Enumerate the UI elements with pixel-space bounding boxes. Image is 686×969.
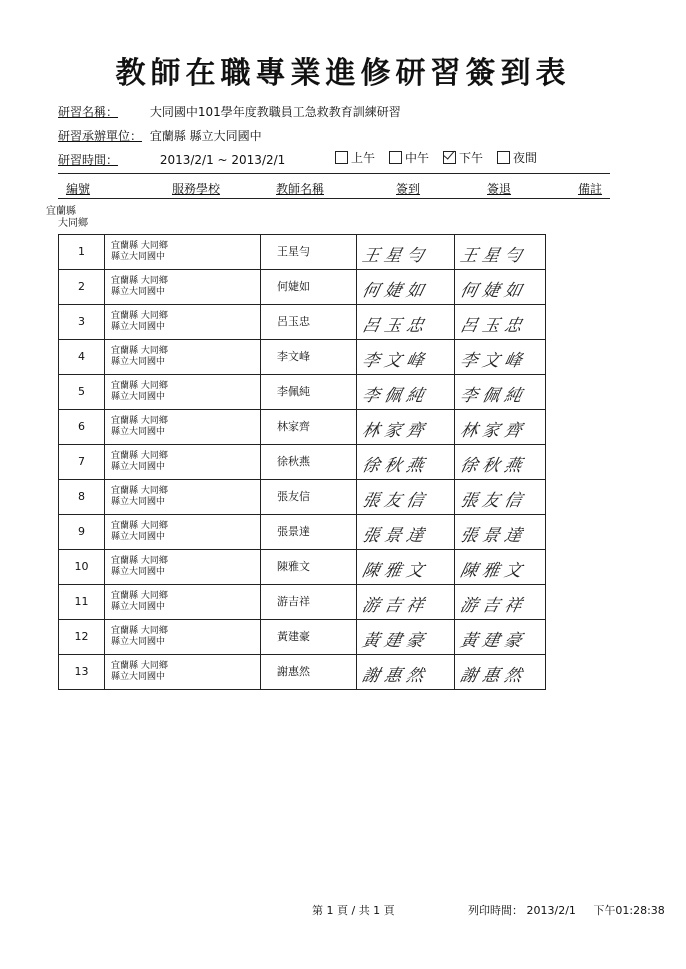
print-time-label: 列印時間： <box>468 904 523 917</box>
sign-out-cell <box>455 515 545 549</box>
group-township: 大同鄉 <box>58 218 88 229</box>
handwritten-signature: 張友信 <box>360 491 431 511</box>
handwritten-signature: 何婕如 <box>360 281 431 301</box>
sign-out-cell <box>455 375 545 409</box>
handwritten-signature: 呂玉忠 <box>360 316 431 336</box>
school-cell <box>105 445 261 479</box>
column-header-note: 備註 <box>578 182 603 196</box>
sign-out-cell <box>455 585 545 619</box>
school-cell <box>105 515 261 549</box>
handwritten-signature: 陳雅文 <box>360 561 431 581</box>
teacher-name: 何婕如 <box>261 270 357 304</box>
session-options <box>335 149 537 166</box>
option-label: 中午 <box>405 151 430 165</box>
school-name: 縣立大同國中 <box>111 567 166 577</box>
checkbox-icon[interactable] <box>335 151 348 164</box>
sign-out-cell <box>455 340 545 374</box>
school-county: 宜蘭縣 大同鄉 <box>111 521 168 531</box>
school-county: 宜蘭縣 大同鄉 <box>111 626 168 636</box>
sign-out-cell <box>455 445 545 479</box>
print-time <box>468 902 665 918</box>
school-county: 宜蘭縣 大同鄉 <box>111 346 168 356</box>
sign-in-cell <box>357 550 455 584</box>
table-row <box>59 515 545 550</box>
page-number: 第 1 頁 / 共 1 頁 <box>312 904 395 917</box>
divider <box>58 198 610 199</box>
option-label: 下午 <box>459 151 484 165</box>
school-cell <box>105 655 261 689</box>
column-header-number: 編號 <box>66 182 91 196</box>
table-row <box>59 410 545 445</box>
handwritten-signature: 張友信 <box>458 491 529 511</box>
school-name: 縣立大同國中 <box>111 287 166 297</box>
row-number: 6 <box>59 410 105 444</box>
table-row <box>59 375 545 410</box>
sign-in-cell <box>357 480 455 514</box>
school-cell <box>105 585 261 619</box>
handwritten-signature: 謝惠然 <box>458 666 529 686</box>
divider <box>58 173 610 174</box>
handwritten-signature: 游吉祥 <box>360 596 431 616</box>
row-number: 13 <box>59 655 105 689</box>
sign-out-cell <box>455 550 545 584</box>
column-header-school: 服務學校 <box>172 182 221 196</box>
row-number: 9 <box>59 515 105 549</box>
school-cell <box>105 620 261 654</box>
teacher-name: 李佩純 <box>261 375 357 409</box>
school-name: 縣立大同國中 <box>111 497 166 507</box>
column-header-sign-out: 簽退 <box>487 182 512 196</box>
school-name: 縣立大同國中 <box>111 532 166 542</box>
school-name: 縣立大同國中 <box>111 392 166 402</box>
checkbox-icon[interactable] <box>497 151 510 164</box>
school-name: 縣立大同國中 <box>111 322 166 332</box>
school-cell <box>105 550 261 584</box>
row-number: 10 <box>59 550 105 584</box>
checked-checkbox-icon[interactable] <box>443 151 456 164</box>
training-time-label: 研習時間： <box>58 153 119 167</box>
sign-in-cell <box>357 655 455 689</box>
option-afternoon[interactable] <box>443 149 483 166</box>
school-name: 縣立大同國中 <box>111 637 166 647</box>
teacher-name: 張友信 <box>261 480 357 514</box>
table-row <box>59 305 545 340</box>
sign-out-cell <box>455 620 545 654</box>
school-cell <box>105 340 261 374</box>
school-cell <box>105 270 261 304</box>
school-name: 縣立大同國中 <box>111 252 166 262</box>
handwritten-signature: 謝惠然 <box>360 666 431 686</box>
sign-in-cell <box>357 270 455 304</box>
handwritten-signature: 林家齊 <box>458 421 529 441</box>
sign-out-cell <box>455 410 545 444</box>
school-county: 宜蘭縣 大同鄉 <box>111 591 168 601</box>
group-county: 宜蘭縣 <box>46 206 76 217</box>
row-number: 4 <box>59 340 105 374</box>
handwritten-signature: 李文峰 <box>458 351 529 371</box>
teacher-name: 呂玉忠 <box>261 305 357 339</box>
handwritten-signature: 張景達 <box>458 526 529 546</box>
handwritten-signature: 張景達 <box>360 526 431 546</box>
table-row <box>59 550 545 585</box>
sign-in-cell <box>357 445 455 479</box>
option-evening[interactable] <box>497 149 537 166</box>
school-cell <box>105 375 261 409</box>
handwritten-signature: 李文峰 <box>360 351 431 371</box>
table-row <box>59 445 545 480</box>
handwritten-signature: 黃建豪 <box>458 631 529 651</box>
row-number: 11 <box>59 585 105 619</box>
print-date: 2013/2/1 <box>526 904 576 917</box>
school-cell <box>105 480 261 514</box>
handwritten-signature: 陳雅文 <box>458 561 529 581</box>
teacher-name: 李文峰 <box>261 340 357 374</box>
table-row <box>59 235 545 270</box>
table-row <box>59 655 545 689</box>
sign-out-cell <box>455 480 545 514</box>
school-county: 宜蘭縣 大同鄉 <box>111 416 168 426</box>
school-name: 縣立大同國中 <box>111 462 166 472</box>
table-row <box>59 340 545 375</box>
row-number: 7 <box>59 445 105 479</box>
column-header-teacher: 教師名稱 <box>276 182 325 196</box>
training-time-value: 2013/2/1 ~ 2013/2/1 <box>159 153 286 167</box>
handwritten-signature: 王星勻 <box>360 246 431 266</box>
handwritten-signature: 林家齊 <box>360 421 431 441</box>
sign-out-cell <box>455 270 545 304</box>
handwritten-signature: 王星勻 <box>458 246 529 266</box>
row-number: 3 <box>59 305 105 339</box>
school-name: 縣立大同國中 <box>111 357 166 367</box>
teacher-name: 王星勻 <box>261 235 357 269</box>
table-row <box>59 480 545 515</box>
school-cell <box>105 305 261 339</box>
handwritten-signature: 徐秋燕 <box>360 456 431 476</box>
checkbox-icon[interactable] <box>389 151 402 164</box>
row-number: 2 <box>59 270 105 304</box>
organizer-line <box>58 127 262 144</box>
organizer-label: 研習承辦單位： <box>58 129 143 143</box>
teacher-name: 林家齊 <box>261 410 357 444</box>
sign-in-cell <box>357 375 455 409</box>
training-name-label: 研習名稱： <box>58 105 119 119</box>
option-label: 夜間 <box>513 151 538 165</box>
school-name: 縣立大同國中 <box>111 427 166 437</box>
sign-in-cell <box>357 305 455 339</box>
print-clock: 下午01:28:38 <box>593 904 665 917</box>
school-cell <box>105 410 261 444</box>
sign-in-cell <box>357 235 455 269</box>
table-row <box>59 270 545 305</box>
teacher-name: 黃建豪 <box>261 620 357 654</box>
school-county: 宜蘭縣 大同鄉 <box>111 241 168 251</box>
column-header-sign-in: 簽到 <box>396 182 421 196</box>
training-name-value: 大同國中101學年度教職員工急救教育訓練研習 <box>149 105 401 119</box>
row-number: 5 <box>59 375 105 409</box>
handwritten-signature: 呂玉忠 <box>458 316 529 336</box>
handwritten-signature: 李佩純 <box>458 386 529 406</box>
training-time-line <box>58 151 285 168</box>
handwritten-signature: 徐秋燕 <box>458 456 529 476</box>
school-name: 縣立大同國中 <box>111 602 166 612</box>
school-county: 宜蘭縣 大同鄉 <box>111 311 168 321</box>
school-county: 宜蘭縣 大同鄉 <box>111 486 168 496</box>
sign-in-cell <box>357 515 455 549</box>
training-name-line <box>58 103 401 120</box>
organizer-value: 宜蘭縣 縣立大同國中 <box>149 129 262 143</box>
teacher-name: 謝惠然 <box>261 655 357 689</box>
sign-out-cell <box>455 305 545 339</box>
table-row <box>59 585 545 620</box>
handwritten-signature: 黃建豪 <box>360 631 431 651</box>
school-cell <box>105 235 261 269</box>
handwritten-signature: 何婕如 <box>458 281 529 301</box>
handwritten-signature: 游吉祥 <box>458 596 529 616</box>
row-number: 12 <box>59 620 105 654</box>
table-row <box>59 620 545 655</box>
sign-in-cell <box>357 620 455 654</box>
school-county: 宜蘭縣 大同鄉 <box>111 451 168 461</box>
sign-out-cell <box>455 655 545 689</box>
sign-in-cell <box>357 340 455 374</box>
school-county: 宜蘭縣 大同鄉 <box>111 381 168 391</box>
sign-out-cell <box>455 235 545 269</box>
school-county: 宜蘭縣 大同鄉 <box>111 556 168 566</box>
teacher-name: 張景達 <box>261 515 357 549</box>
option-noon[interactable] <box>389 149 429 166</box>
sign-in-cell <box>357 410 455 444</box>
school-county: 宜蘭縣 大同鄉 <box>111 661 168 671</box>
school-name: 縣立大同國中 <box>111 672 166 682</box>
school-county: 宜蘭縣 大同鄉 <box>111 276 168 286</box>
sign-in-cell <box>357 585 455 619</box>
teacher-name: 游吉祥 <box>261 585 357 619</box>
handwritten-signature: 李佩純 <box>360 386 431 406</box>
option-morning[interactable] <box>335 149 375 166</box>
row-number: 8 <box>59 480 105 514</box>
option-label: 上午 <box>351 151 376 165</box>
attendance-table <box>58 234 546 690</box>
teacher-name: 陳雅文 <box>261 550 357 584</box>
row-number: 1 <box>59 235 105 269</box>
document-title: 教師在職專業進修研習簽到表 <box>115 56 571 91</box>
teacher-name: 徐秋燕 <box>261 445 357 479</box>
